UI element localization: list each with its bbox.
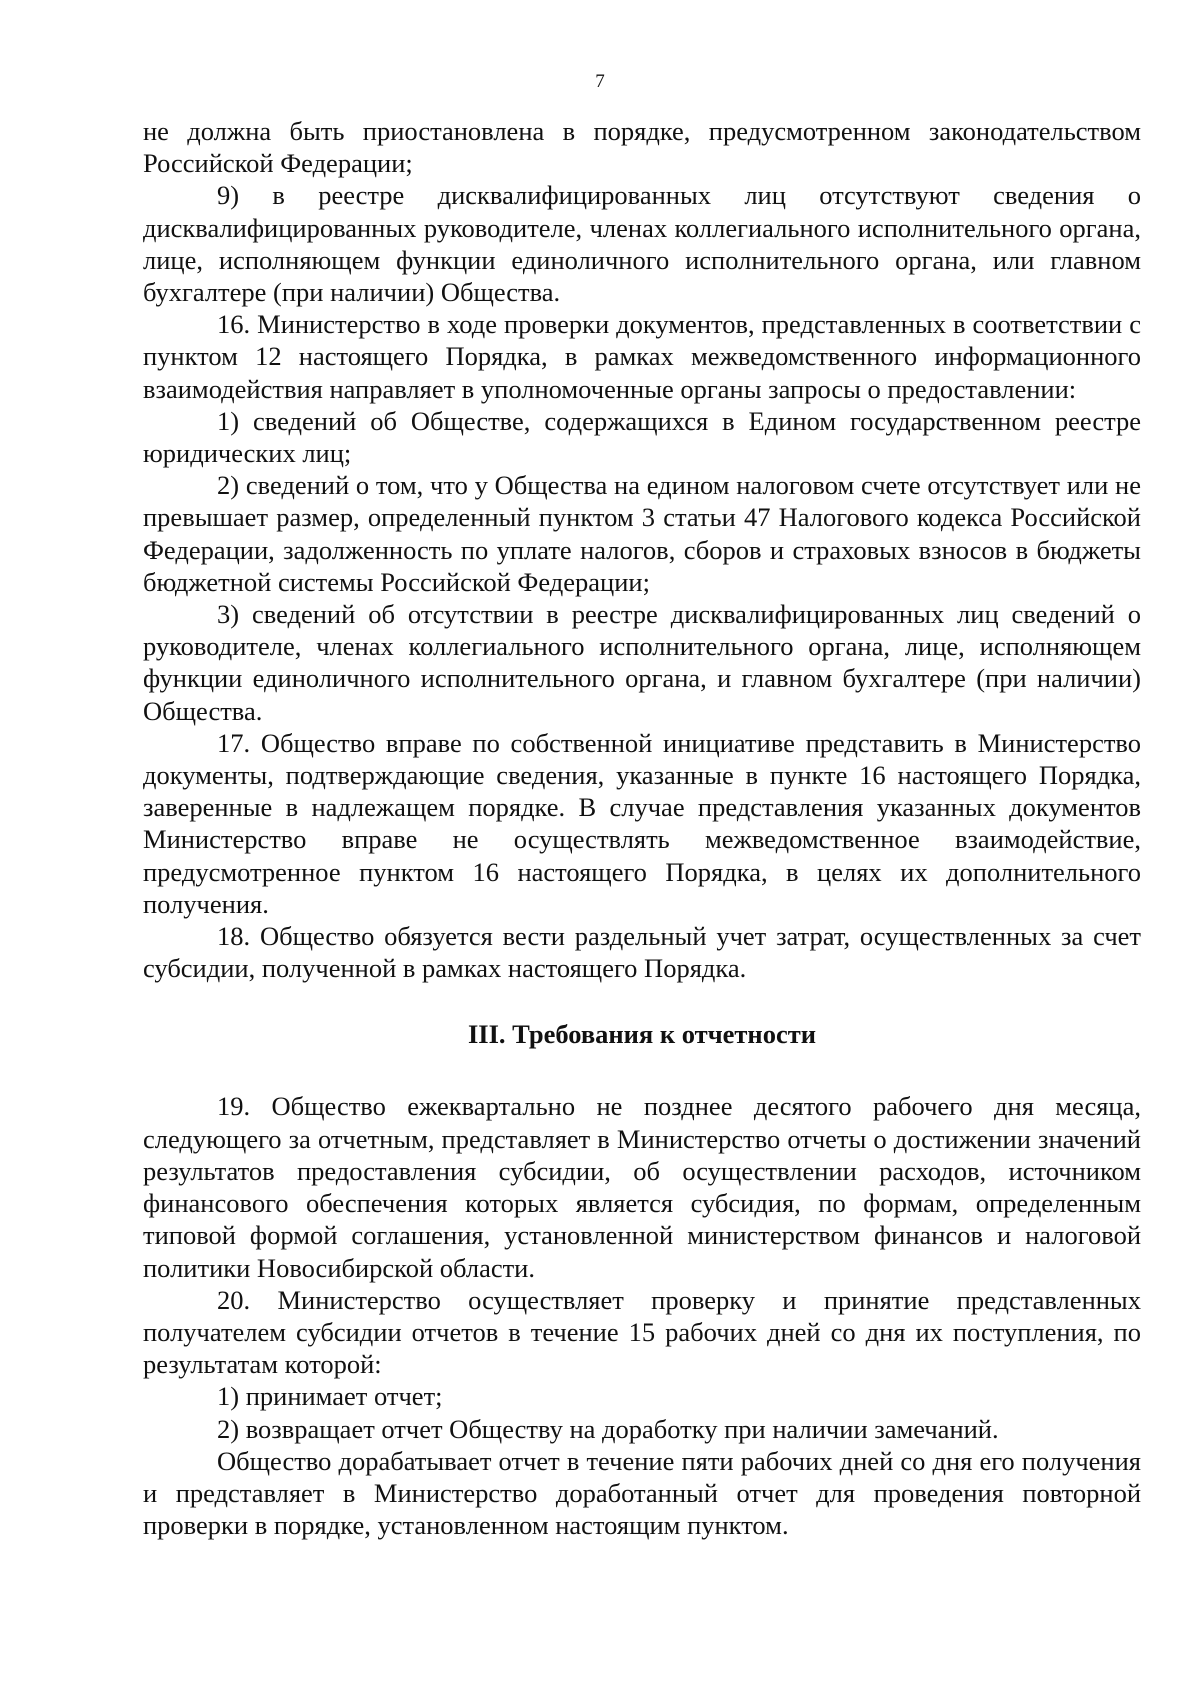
paragraph-clause-16-item-3: 3) сведений об отсутствии в реестре дисквалифицированных лиц сведений о руководителе, членах коллегиального исполнительного органа, лице, исполняющем функции единоличного исполнительного органа, и главном бухгалтере (при наличии) Общества. xyxy=(143,599,1141,726)
paragraph-clause-20: 20. Министерство осуществляет проверку и принятие представленных получателем субсидии отчетов в течение 15 рабочих дней со дня их поступления, по результатам которой: xyxy=(143,1284,1141,1380)
paragraph-clause-16-item-1: 1) сведений об Обществе, содержащихся в Едином государственном реестре юридических лиц; xyxy=(143,405,1141,469)
paragraph-clause-20-item-2: 2) возвращает отчет Обществу на доработку при наличии замечаний. xyxy=(217,1413,999,1444)
page-body xyxy=(143,115,1141,1541)
paragraph-clause-17: 17. Общество вправе по собственной инициативе представить в Министерство документы, подтверждающие сведения, указанные в пункте 16 настоящего Порядка, заверенные в надлежащем порядке. В случае представления указанных документов Министерство вправе не осуществлять межведомственное взаимодействие, предусмотренное пунктом 16 настоящего Порядка, в целях их дополнительного получения. xyxy=(143,727,1141,919)
page-number: 7 xyxy=(595,71,605,92)
paragraph-item-9: 9) в реестре дисквалифицированных лиц отсутствуют сведения о дисквалифицированных руководителе, членах коллегиального исполнительного органа, лице, исполняющем функции единоличного исполнительного органа, или главном бухгалтере (при наличии) Общества. xyxy=(143,180,1141,308)
paragraph-clause-19: 19. Общество ежеквартально не позднее десятого рабочего дня месяца, следующего за отчетным, представляет в Министерство отчеты о достижении значений результатов предоставления субсидии, об осуществлении расходов, источником финансового обеспечения которых является субсидия, по формам, определенным типовой формой соглашения, установленной министерством финансов и налоговой политики Новосибирской области. xyxy=(143,1091,1141,1283)
paragraph-clause-16-item-2: 2) сведений о том, что у Общества на едином налоговом счете отсутствует или не превышает размер, определенный пунктом 3 статьи 47 Налогового кодекса Российской Федерации, задолженность по уплате налогов, сборов и страховых взносов в бюджеты бюджетной системы Российской Федерации; xyxy=(143,470,1141,597)
paragraph-clause-18: 18. Общество обязуется вести раздельный учет затрат, осуществленных за счет субсидии, полученной в рамках настоящего Порядка. xyxy=(143,921,1141,984)
paragraph-clause-20-rework: Общество дорабатывает отчет в течение пяти рабочих дней со дня его получения и представляет в Министерство доработанный отчет для проведения повторной проверки в порядке, установленном настоящим пунктом. xyxy=(143,1445,1141,1541)
paragraph-continuation: не должна быть приостановлена в порядке, предусмотренном законодательством Российской Федерации; xyxy=(143,116,1141,179)
paragraph-clause-20-item-1: 1) принимает отчет; xyxy=(217,1381,443,1412)
paragraph-clause-16: 16. Министерство в ходе проверки документов, представленных в соответствии с пунктом 12 настоящего Порядка, в рамках межведомственного информационного взаимодействия направляет в уполномоченные органы запросы о предоставлении: xyxy=(143,309,1141,404)
section-heading: III. Требования к отчетности xyxy=(467,1019,816,1050)
